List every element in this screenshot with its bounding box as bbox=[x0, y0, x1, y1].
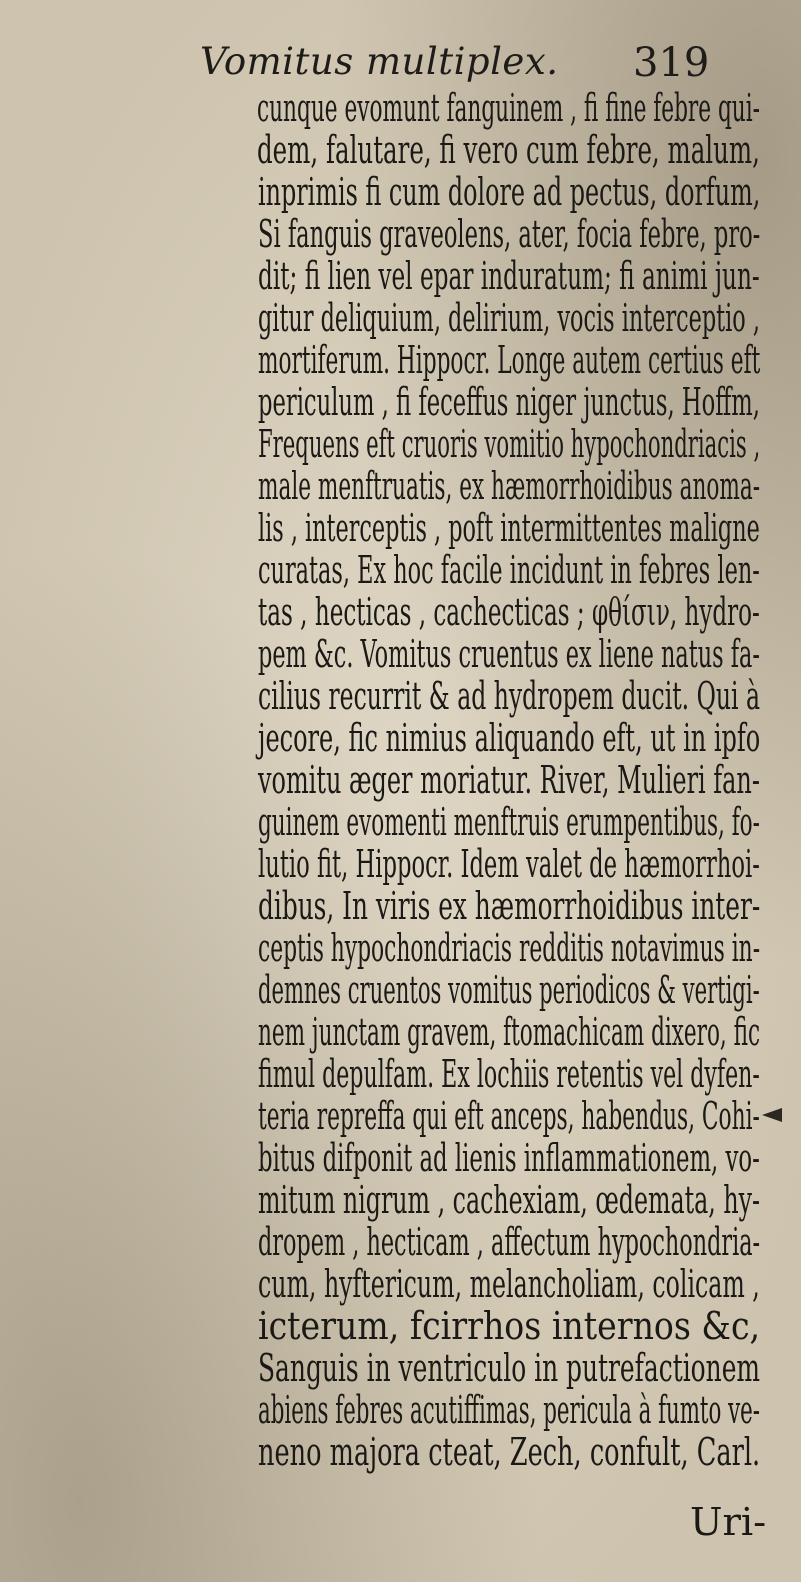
text-line: nem junctam gravem, ftomachicam dixero, fic bbox=[258, 1010, 761, 1055]
text-line: demnes cruentos vomitus periodicos & vertigi- bbox=[258, 968, 760, 1013]
text-line: jecore, fic nimius aliquando eft, ut in ipfo bbox=[258, 716, 761, 761]
text-line: dit; fi lien vel epar induratum; fi animi jun- bbox=[258, 254, 760, 299]
text-line: cum, hyftericum, melancholiam, colicam , bbox=[258, 1262, 760, 1307]
text-line: vomitu æger moriatur. River, Mulieri fan- bbox=[258, 758, 760, 803]
margin-arrow-icon bbox=[762, 1108, 782, 1122]
text-line: dem, falutare, fi vero cum febre, malum, bbox=[257, 128, 760, 173]
running-title: Vomitus multiplex. bbox=[200, 40, 559, 83]
text-line: curatas, Ex hoc facile incidunt in febres len- bbox=[258, 548, 760, 593]
text-line: teria repreffa qui eft anceps, habendus, Cohi- bbox=[258, 1094, 760, 1139]
text-line: pem &c. Vomitus cruentus ex liene natus fa- bbox=[258, 632, 760, 677]
text-line: dibus, In viris ex hæmorrhoidibus inter- bbox=[258, 884, 761, 929]
text-line: periculum , fi feceffus niger junctus, Hoffm, bbox=[258, 380, 760, 425]
text-line: Frequens eft cruoris vomitio hypochondriacis , bbox=[258, 422, 761, 467]
text-line: gitur deliquium, delirium, vocis interceptio , bbox=[258, 296, 760, 341]
text-line: Si fanguis graveolens, ater, focia febre, pro- bbox=[258, 212, 761, 257]
text-line: neno majora cteat, Zech, confult, Carl. bbox=[258, 1430, 761, 1475]
page-number: 319 bbox=[633, 40, 710, 86]
text-line: abiens febres acutiffimas, pericula à fumto ve- bbox=[258, 1388, 761, 1433]
text-line: icterum, fcirrhos internos &c, bbox=[258, 1304, 761, 1349]
text-line: inprimis fi cum dolore ad pectus, dorfum, bbox=[258, 170, 761, 215]
text-line: dropem , hecticam , affectum hypochondria- bbox=[258, 1220, 761, 1265]
text-line: ceptis hypochondriacis redditis notavimus in- bbox=[258, 926, 761, 971]
text-line: mitum nigrum , cachexiam, œdemata, hy- bbox=[258, 1178, 761, 1223]
text-line: guinem evomenti menftruis erumpentibus, fo- bbox=[258, 800, 760, 845]
text-line: cunque evomunt fanguinem , fi fine febre qui- bbox=[257, 86, 760, 131]
text-line: lis , interceptis , poft intermittentes maligne bbox=[258, 506, 760, 551]
text-line: Sanguis in ventriculo in putrefactionem bbox=[258, 1346, 761, 1391]
text-line: cilius recurrit & ad hydropem ducit. Qui à bbox=[258, 674, 761, 719]
text-line: lutio fit, Hippocr. Idem valet de hæmorrhoi- bbox=[258, 842, 760, 887]
text-line: bitus difponit ad lienis inflammationem, vo- bbox=[258, 1136, 760, 1181]
text-line: fimul depulfam. Ex lochiis retentis vel dyfen- bbox=[258, 1052, 760, 1097]
catchword: Uri- bbox=[690, 1500, 767, 1545]
text-line: tas , hecticas , cachecticas ; φθίσιν, hydro- bbox=[258, 590, 760, 635]
text-line: male menftruatis, ex hæmorrhoidibus anoma- bbox=[258, 464, 761, 509]
text-line: mortiferum. Hippocr. Longe autem certius eft bbox=[258, 338, 761, 383]
